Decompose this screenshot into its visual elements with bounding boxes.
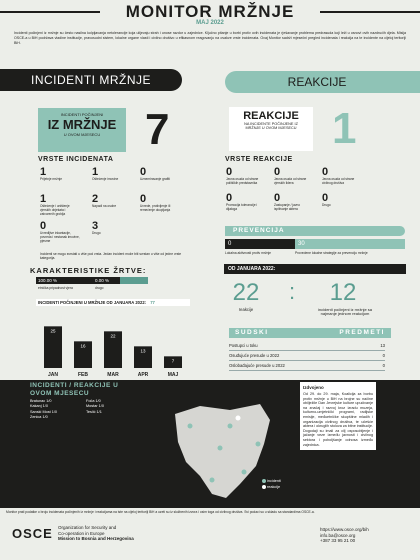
victims-label-0: etnička pripadnost vjera [38, 286, 73, 290]
incident-type-item: 2 Napadi na osobe [92, 193, 117, 208]
since-jan-reactions-num: 22 [232, 279, 260, 306]
incident-type-item: 0 Uznemiravanje grafiti [140, 166, 170, 181]
incident-type-item: 0 Uvrede, protivljenje ili remećenje okupljanja [140, 193, 171, 212]
reactions-box-sub: NA INCIDENTE POČINJENE IZ MRŽNJE U OVOM MJESECU [244, 122, 298, 131]
footer-disclaimer: Monitor prati podatke o broju incidenata počinjenih iz mržnje i reakcijama na iste na cijeloj teritoriji BiH a uzeti su iz službenih izvora i osim toga od civilnog društva. Svi podaci su u skladu sa standardima OSCE-a. [6, 510, 315, 514]
reaction-types-grid [226, 166, 376, 216]
bar-value-label: 7 [171, 358, 175, 364]
incident-types-note: Incidenti se mogu svrstati u više pod vrsta. Jedan incident može biti svrstan u više od jedne vrste kategorija. [40, 252, 182, 261]
map-section-header: INCIDENTI / REAKCIJE U OVOM MJESECU [30, 382, 119, 397]
reaction-type-item: 0 Javna osuda od strane političkih predstavnika [226, 166, 259, 185]
map-marker [256, 442, 261, 447]
prevention-value-1: 30 [295, 239, 405, 249]
bar-value-label: 16 [80, 343, 86, 349]
map-legend [262, 478, 281, 490]
since-jan-separator: : [289, 279, 296, 304]
incident-types-grid [40, 166, 190, 250]
reaction-type-item: 0 Javna osuda od strane vjerskih lidera [274, 166, 307, 185]
incidents-count: 7 [145, 105, 170, 154]
footer-web-link[interactable]: https://www.osce.org/bih [320, 527, 369, 532]
map-marker [228, 424, 233, 429]
page-title: MONITOR MRŽNJE [125, 2, 295, 21]
footer-phone: +387 33 95 21 00 [320, 538, 356, 543]
page-subtitle: MAJ 2022 [196, 20, 224, 26]
reaction-type-item: 0 Promocija tolerancije i dijaloga [226, 192, 258, 211]
prevention-label-1: Provedene lokalne strategije za prevenciju mržnje [295, 251, 368, 255]
footer-org: Organization for Security and Co-operation in Europe Mission to Bosnia and Herzegovina [58, 525, 134, 541]
reaction-types-header: VRSTE REAKCIJE [225, 156, 293, 163]
bar-category-label: FEB [78, 372, 88, 378]
bar-value-label: 13 [140, 348, 146, 354]
bar-category-label: JAN [47, 372, 59, 378]
reaction-type-item: 0 Drugo [322, 192, 331, 207]
map-marker [188, 424, 193, 429]
victims-other-pct: 0.00 % [95, 278, 110, 283]
bar-value-label: 25 [50, 328, 56, 334]
location-row: Sanski Most 1/0 Teslić 1/1 [30, 409, 102, 414]
incident-type-item: 3 Drugo [92, 220, 101, 235]
since-jan-incidents-label: incidenti počinjeni iz mržnje sa najmanje jednom reakcijom [317, 307, 373, 317]
reactions-box-main: REAKCIJE [243, 110, 299, 122]
court-row: Oslobađajuće presude u 2022 0 [229, 361, 385, 371]
incidents-box-sub: U OVOM MJESECU [63, 132, 101, 137]
location-row: Bratunac 1/0 Foča 1/0 [30, 399, 101, 403]
victims-header: KARAKTERISTIKE ŽRTVE: [30, 266, 147, 275]
incident-types-header: VRSTE INCIDENATA [38, 156, 114, 163]
incidents-box [38, 108, 126, 152]
since-jan-header: OD JANUARA 2022: [224, 264, 406, 274]
bar-category-label: MAJ [167, 372, 179, 378]
intro-text: Incidenti počinjeni iz mržnje su često nasilna kolpijavanja netolerancije koja ulijevaju strah i unose razdor u zajednice. Ključno pitanje u borbi protiv ovih incidenata je rješavanje problema predrasuda koji leži u osnovi ovih nazdrućih djela. Misija OSCE-a u BiH podržava vladine institucije, pravosudni sistem, lokalne organe vlasti i civilno društvo u efikasnom reagovanju na ovakve vrste incidenata. Ovaj Monitor sadrži mjesečni pregled incidenata i reakcija na te incidente na cijeloj teritoriji BiH. [14, 31, 406, 46]
incident-type-item: 0 Uvredljive inkantacije, povreda i nestanak imovine, pjesme [40, 220, 80, 243]
since-jan-incidents-num: 12 [329, 279, 357, 306]
map-marker [218, 446, 223, 451]
map-country-shape [175, 404, 270, 498]
reactions-header: REAKCIJE [225, 71, 409, 93]
incidents-box-main: IZ MRŽNJE [47, 117, 117, 132]
victims-bar-fill: 100.00 % [36, 277, 120, 284]
monthly-header-text: INCIDENTI POČINJENI U MRŽNJE OD JANUARA 2022: [38, 300, 147, 305]
court-row: Postupci u toku 13 [229, 341, 385, 351]
prevention-value-0: 0 [225, 239, 295, 249]
courts-header [229, 328, 391, 338]
legend-reactions: reakcije [262, 484, 281, 490]
map-marker-reaction [236, 416, 241, 421]
location-row: Zenica 1/0 [30, 414, 48, 419]
bar-category-label: MAR [107, 372, 119, 378]
location-list [30, 399, 130, 420]
highlight-box [300, 382, 376, 450]
legend-incidents: incidenti [262, 478, 281, 484]
location-row: Kakanj 1/0 Mostar 1/0 [30, 404, 104, 409]
prevention-label-0: Lokalna aktivnosti protiv mržnje [225, 251, 271, 255]
courts-table [229, 341, 385, 371]
reaction-type-item: 0 Zastupanje / javno ispitivanje aktera [274, 192, 301, 211]
court-row: Osuđujuće presude u 2022 0 [229, 351, 385, 361]
map-marker [242, 470, 247, 475]
bar-value-label: 22 [110, 333, 116, 339]
bar-category-label: APR [137, 372, 149, 378]
reactions-box [229, 107, 313, 151]
reaction-type-item: 0 Javna osuda od strane civilnog društva [322, 166, 355, 185]
reactions-header-cap [398, 71, 420, 93]
monthly-total: 77 [150, 300, 155, 305]
courts-header-left: SUDSKI [235, 329, 269, 336]
reactions-count: 1 [332, 104, 357, 153]
incident-type-item: 1 Oštećenje i uništenje vjerskih objekata i zatvorenih groblja [40, 193, 70, 216]
victims-bar [36, 277, 148, 284]
monthly-bar-chart [38, 310, 188, 380]
victims-label-1: drugo [95, 286, 104, 290]
prevention-header: PREVENCIJA [225, 226, 405, 236]
incident-type-item: 1 Prijetnje mržnje [40, 166, 62, 181]
highlight-title: Izdvojeno [303, 385, 324, 390]
incidents-box-top: INCIDENTI POČINJENI [60, 112, 104, 117]
footer-email-link[interactable]: info.ba@osce.org [320, 532, 356, 538]
courts-header-right: PREDMETI [339, 329, 385, 336]
incident-type-item: 1 Oštećenje imovine [92, 166, 119, 181]
map-marker [210, 478, 215, 483]
incidents-header: INCIDENTI MRŽNJE [0, 69, 182, 91]
osce-logo: OSCE [12, 526, 53, 541]
highlight-text: Od 29. do 29. maja, Koalicija za borbu protiv mržnje u BiH na brojne su načine obilježile Dan Jevrejske kulture upućivanje na značaj i razvoj kroz izradu muzeja, kulturno-umjetnički programi, radijske emisije, međuetničke skupštine mladih i organizacija civilnog društva, te učešće aktera i okruglih stolova za bitne institucije. Dogodaji su imali za cilj osposobljenje i jačanje veze između javnosti i civilnog sektora i poboljšanje odnosa između zajednica. [303, 392, 373, 447]
since-jan-reactions-label: reakcije [238, 307, 254, 312]
footer-contact [320, 527, 369, 544]
monthly-header [36, 299, 190, 306]
